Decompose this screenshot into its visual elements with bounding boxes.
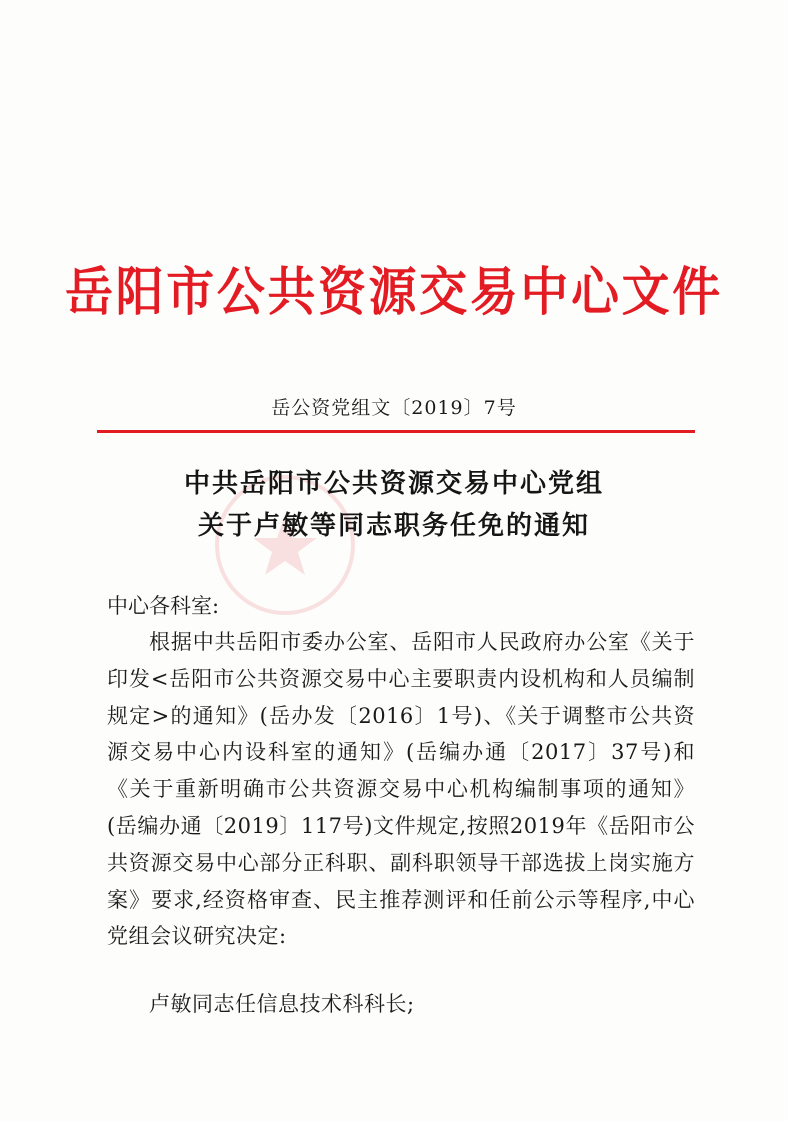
notice-title-line-1: 中共岳阳市公共资源交易中心党组 [183,469,604,499]
body-paragraph: 根据中共岳阳市委办公室、岳阳市人民政府办公室《关于印发<岳阳市公共资源交易中心主要职责内设机构和人员编制规定>的通知》(岳办发〔2016〕1号)、《关于调整市公共资源交易中心内设科室的通知》(岳编办通〔2017〕37号)和《关于重新明确市公共资源交易中心机构编制事项的通知》(岳编办通〔2019〕117号)文件规定,按照2019年《岳阳市公共资源交易中心部分正科职、副科职领导干部选拔上岗实施方案》要求,经资格审查、民主推荐测评和任前公示等程序,中心党组会议研究决定: [107,630,695,949]
document-number: 岳公资党组文〔2019〕7号 [271,397,517,419]
appointment-line: 卢敏同志任信息技术科科长; [149,992,415,1016]
salutation: 中心各科室: [107,594,220,618]
notice-title-line-2: 关于卢敏等同志职务任免的通知 [197,511,590,541]
red-divider-line [97,430,695,433]
issuing-authority-header: 岳阳市公共资源交易中心文件 [65,263,723,323]
